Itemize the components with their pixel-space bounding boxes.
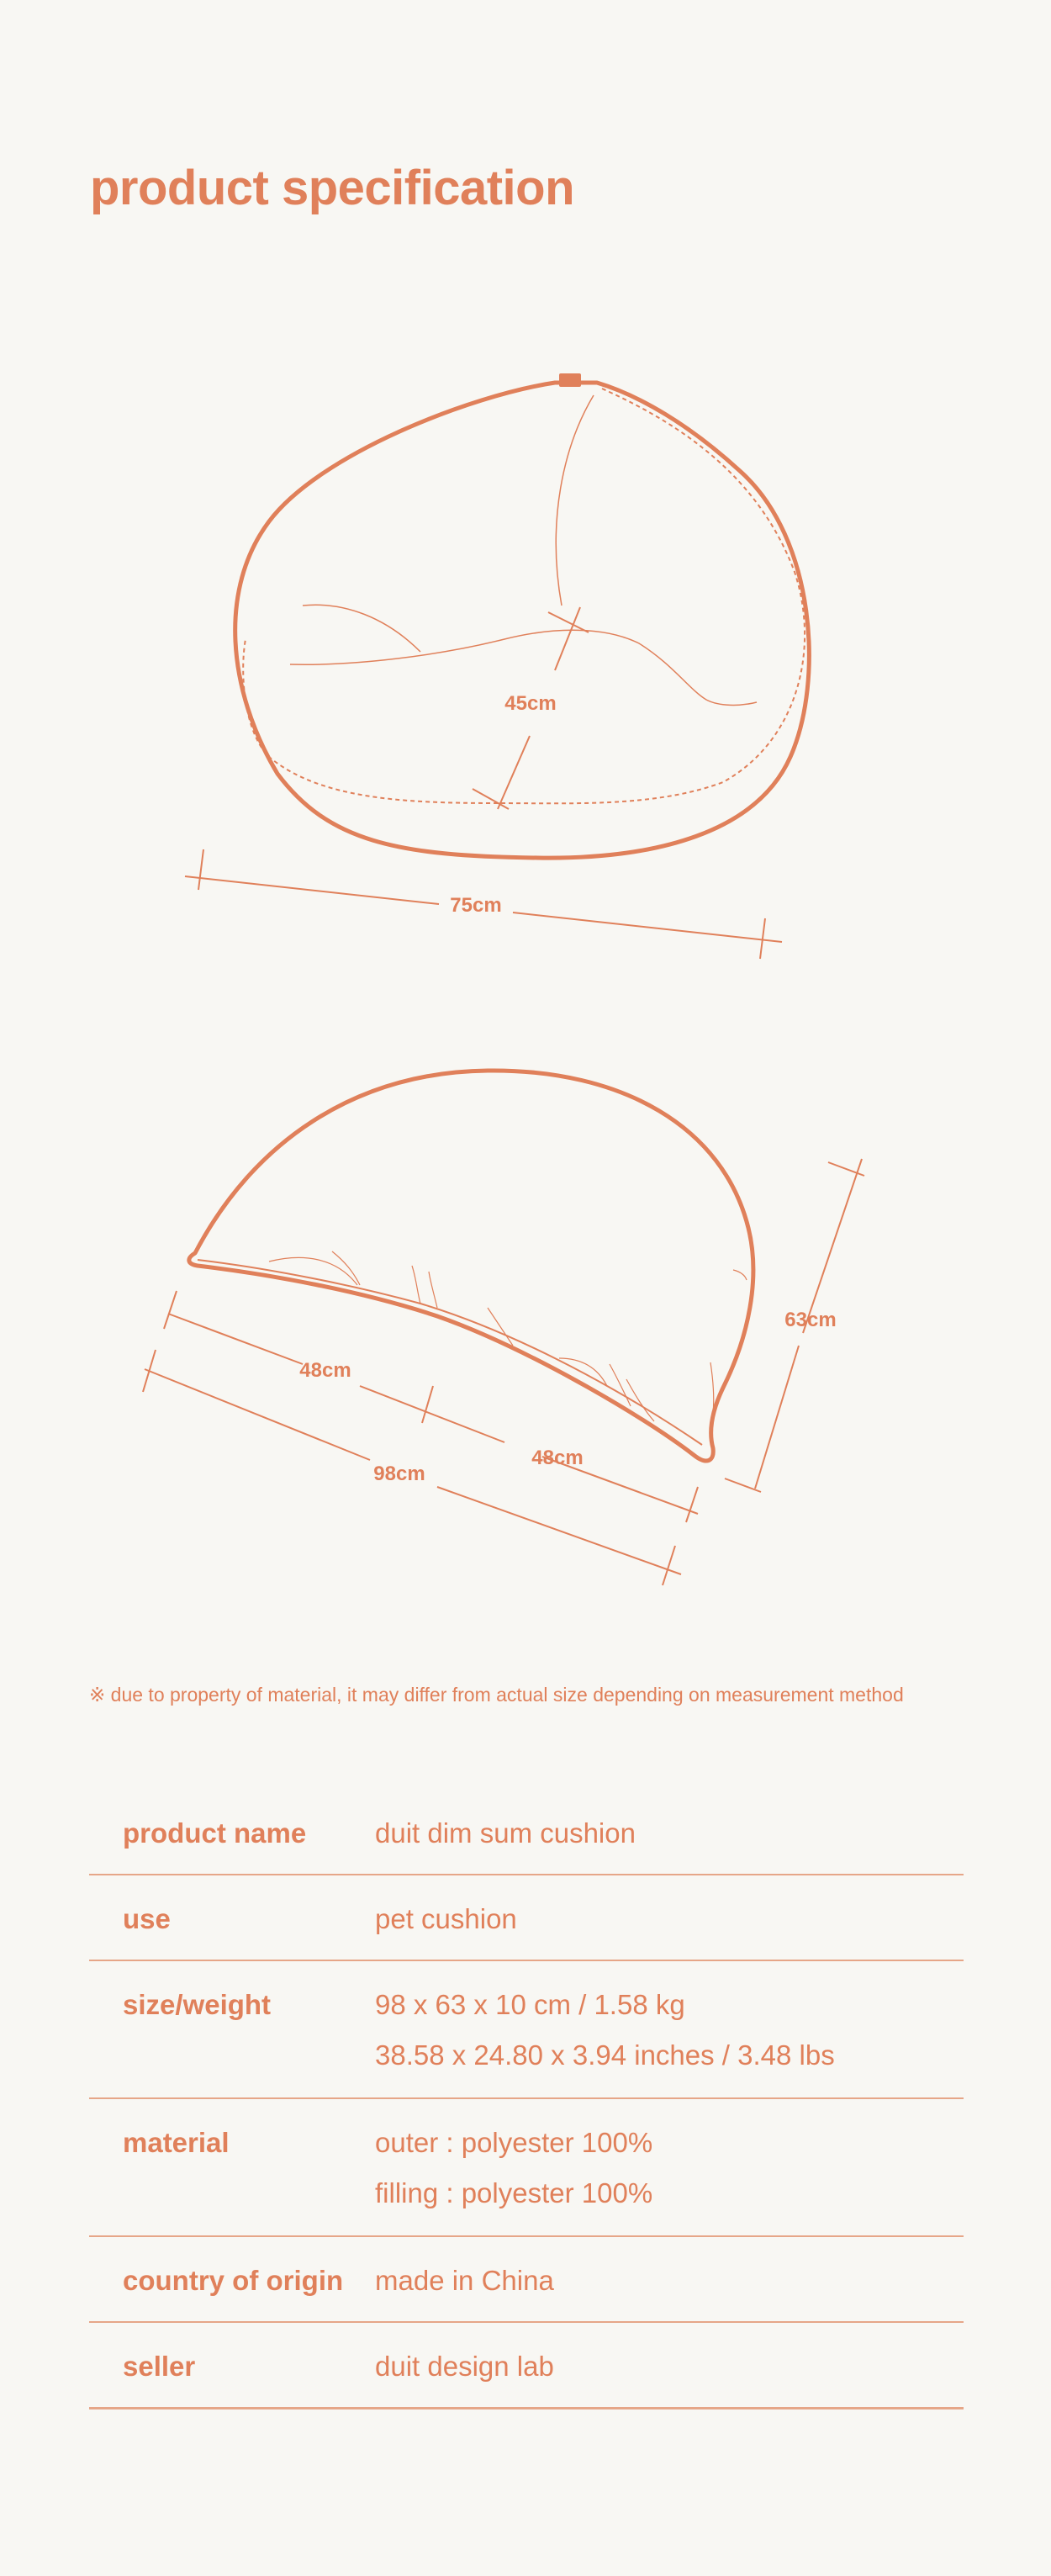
spec-value (374, 1960, 964, 2098)
spec-label: seller (89, 2322, 374, 2409)
spec-value-line: duit design lab (375, 2351, 554, 2382)
top-view-outline (235, 383, 810, 858)
spec-label: size/weight (89, 1960, 374, 2098)
spec-value-line: duit dim sum cushion (375, 1817, 636, 1849)
page-title: product specification (90, 161, 575, 215)
top-view-illustration (0, 353, 1051, 976)
spec-value-line: filling : polyester 100% (375, 2177, 653, 2208)
spec-row-product-name (89, 1790, 964, 1875)
spec-label: country of origin (89, 2236, 374, 2322)
spec-row-seller (89, 2322, 964, 2409)
spec-row-size-weight (89, 1960, 964, 2098)
side-height-label: 63cm (784, 1309, 837, 1331)
side-half-a-label: 48cm (299, 1359, 351, 1382)
spec-value (374, 2236, 964, 2322)
spec-value (374, 2098, 964, 2236)
side-view-outline (189, 1071, 753, 1461)
spec-value-line: pet cushion (375, 1903, 517, 1934)
top-width-label: 75cm (450, 894, 502, 917)
side-view-illustration (0, 1043, 1051, 1606)
spec-value-line: made in China (375, 2265, 554, 2296)
spec-label: product name (89, 1790, 374, 1875)
spec-value (374, 1790, 964, 1875)
spec-value (374, 1875, 964, 1960)
top-depth-label: 45cm (504, 692, 557, 715)
spec-label: use (89, 1875, 374, 1960)
measurement-note: ※ due to property of material, it may differ from actual size depending on measurement method (89, 1684, 904, 1706)
spec-table (89, 1790, 964, 2409)
spec-value-line: 38.58 x 24.80 x 3.94 inches / 3.48 lbs (375, 2039, 835, 2071)
spec-label: material (89, 2098, 374, 2236)
side-length-label: 98cm (373, 1463, 425, 1485)
side-half-b-label: 48cm (531, 1447, 584, 1469)
spec-value-line: 98 x 63 x 10 cm / 1.58 kg (375, 1989, 685, 2020)
spec-value (374, 2322, 964, 2409)
label-tag (559, 373, 581, 387)
spec-value-line: outer : polyester 100% (375, 2127, 653, 2158)
spec-row-use (89, 1875, 964, 1960)
spec-row-country-of-origin (89, 2236, 964, 2322)
spec-row-material (89, 2098, 964, 2236)
